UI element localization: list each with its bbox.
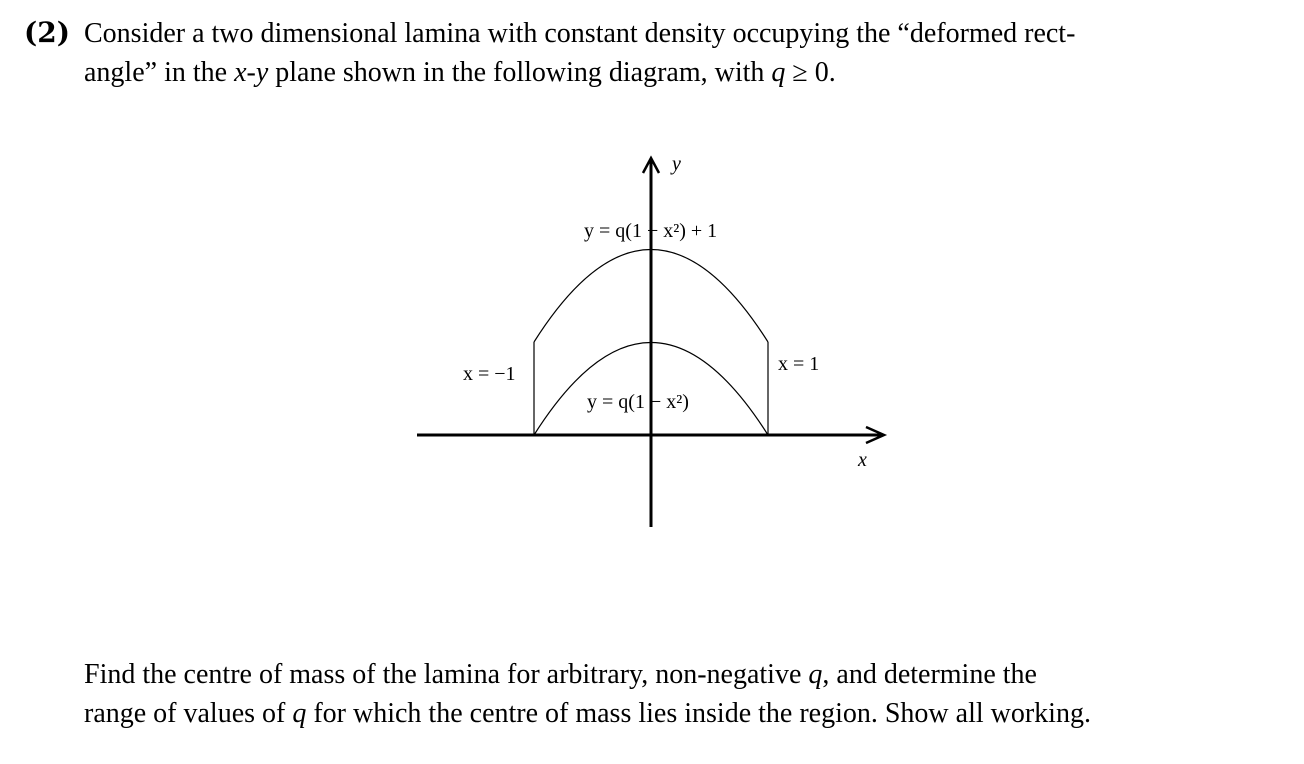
intro-line-2b: plane shown in the following diagram, with [268,57,772,88]
problem-number: (2) [24,16,70,49]
task-line-1a: Find the centre of mass of the lamina for arbitrary, non-negative [84,659,809,690]
task-line-1b: , and determine the [822,659,1037,690]
var-y: y [255,57,269,88]
var-q: q [771,57,786,88]
task-statement [84,655,1280,733]
x-axis-label: x [858,449,867,471]
lower-curve-label: y = q(1 − x²) [587,391,689,413]
right-boundary-label: x = 1 [778,353,820,375]
upper-curve-label: y = q(1 − x²) + 1 [584,220,718,242]
task-var-q-1: q [808,659,823,690]
left-boundary-label: x = −1 [463,363,516,385]
task-line-2a: range of values of [84,698,293,729]
intro-line-1: Consider a two dimensional lamina with constant density occupying the “deformed rect- [84,18,1076,49]
var-x: x [234,57,247,88]
task-var-q-2: q [292,698,307,729]
intro-line-2a: angle” in the [84,57,235,88]
y-axis-label: y [672,153,681,175]
var-dash: - [246,57,256,88]
intro-condition: ≥ 0. [785,57,836,88]
task-line-2b: for which the centre of mass lies inside the region. Show all working. [306,698,1091,729]
